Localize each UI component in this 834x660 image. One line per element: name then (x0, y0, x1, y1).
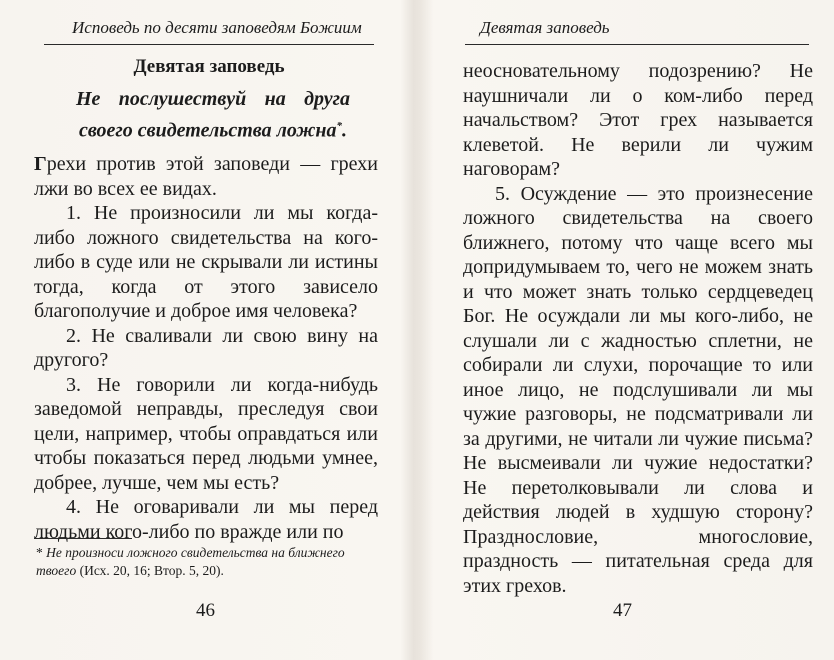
running-head-left: Исповедь по десяти заповедям Божиим (72, 18, 362, 37)
page-number-right: 47 (613, 600, 632, 621)
paragraph-item-5: 5. Осуждение — это произнесение ложного свидетельства на своего ближнего, потому что чаще всего мы допридумываем то, чего не можем знать и что может знать только сердцеведец Бог. Не осуждали ли мы кого-либо, не слушали ли с жадностью сплетни, не собирали ли слухи, порочащие то или иное лицо, не подслушивали ли мы чужие разговоры, не подсматривали ли за другими, не читали ли чужие письма? Не высмеивали ли чужие недостатки? Не перетолковывали ли слова и действия людей в худшую сторону? Празднословие, многословие, праздность — питательная среда для этих грехов. (463, 182, 813, 597)
paragraph-intro (34, 152, 378, 201)
paragraph-item-3: 3. Не говорили ли когда-нибудь заведомой неправды, преследуя свои цели, например, чтобы оправдаться или чтобы показаться перед людьми умнее, добрее, лучше, чем мы есть? (34, 373, 378, 494)
right-page (417, 0, 834, 660)
footnote-mark: * (36, 545, 43, 560)
body-text-left (34, 152, 378, 544)
header-rule-right (465, 44, 809, 45)
running-head-right: Девятая заповедь (480, 18, 610, 37)
footnote (36, 544, 376, 580)
footnote-reference: (Исх. 20, 16; Втор. 5, 20). (79, 563, 224, 578)
paragraph-item-1: 1. Не произносили ли мы когда-либо ложного свидетельства на кого-либо в суде или не скрывали ли истины тогда, когда от этого зависело благополучие и доброе имя человека? (34, 202, 378, 322)
epigraph-text: Не послушествуй на друга своего свидетельства ложна (76, 88, 350, 142)
footnote-text: Не произноси ложного свидетельства на ближнего твоего (36, 545, 345, 578)
epigraph (76, 86, 350, 145)
paragraph-item-4: 4. Не оговаривали ли мы перед людьми кого-либо по вражде или по (34, 496, 378, 543)
footnote-rule (34, 538, 132, 539)
body-text-right (463, 59, 813, 598)
paragraph-intro-text: рехи против этой заповеди — грехи лжи во всех ее видах. (34, 153, 378, 200)
chapter-title: Девятая заповедь (133, 56, 285, 77)
header-rule-left (44, 44, 374, 45)
paragraph-item-2: 2. Не сваливали ли свою вину на другого? (34, 324, 378, 371)
paragraph-continuation: неосновательному подозрению? Не наушничали ли о ком-либо перед начальством? Этот грех называется клеветой. Не верили ли чужим наговорам? (463, 60, 813, 180)
epigraph-footnote-mark: * (336, 120, 342, 132)
paragraph-lead-letter: Г (34, 153, 47, 175)
epigraph-end: . (342, 119, 347, 142)
page-number-left: 46 (196, 600, 215, 621)
